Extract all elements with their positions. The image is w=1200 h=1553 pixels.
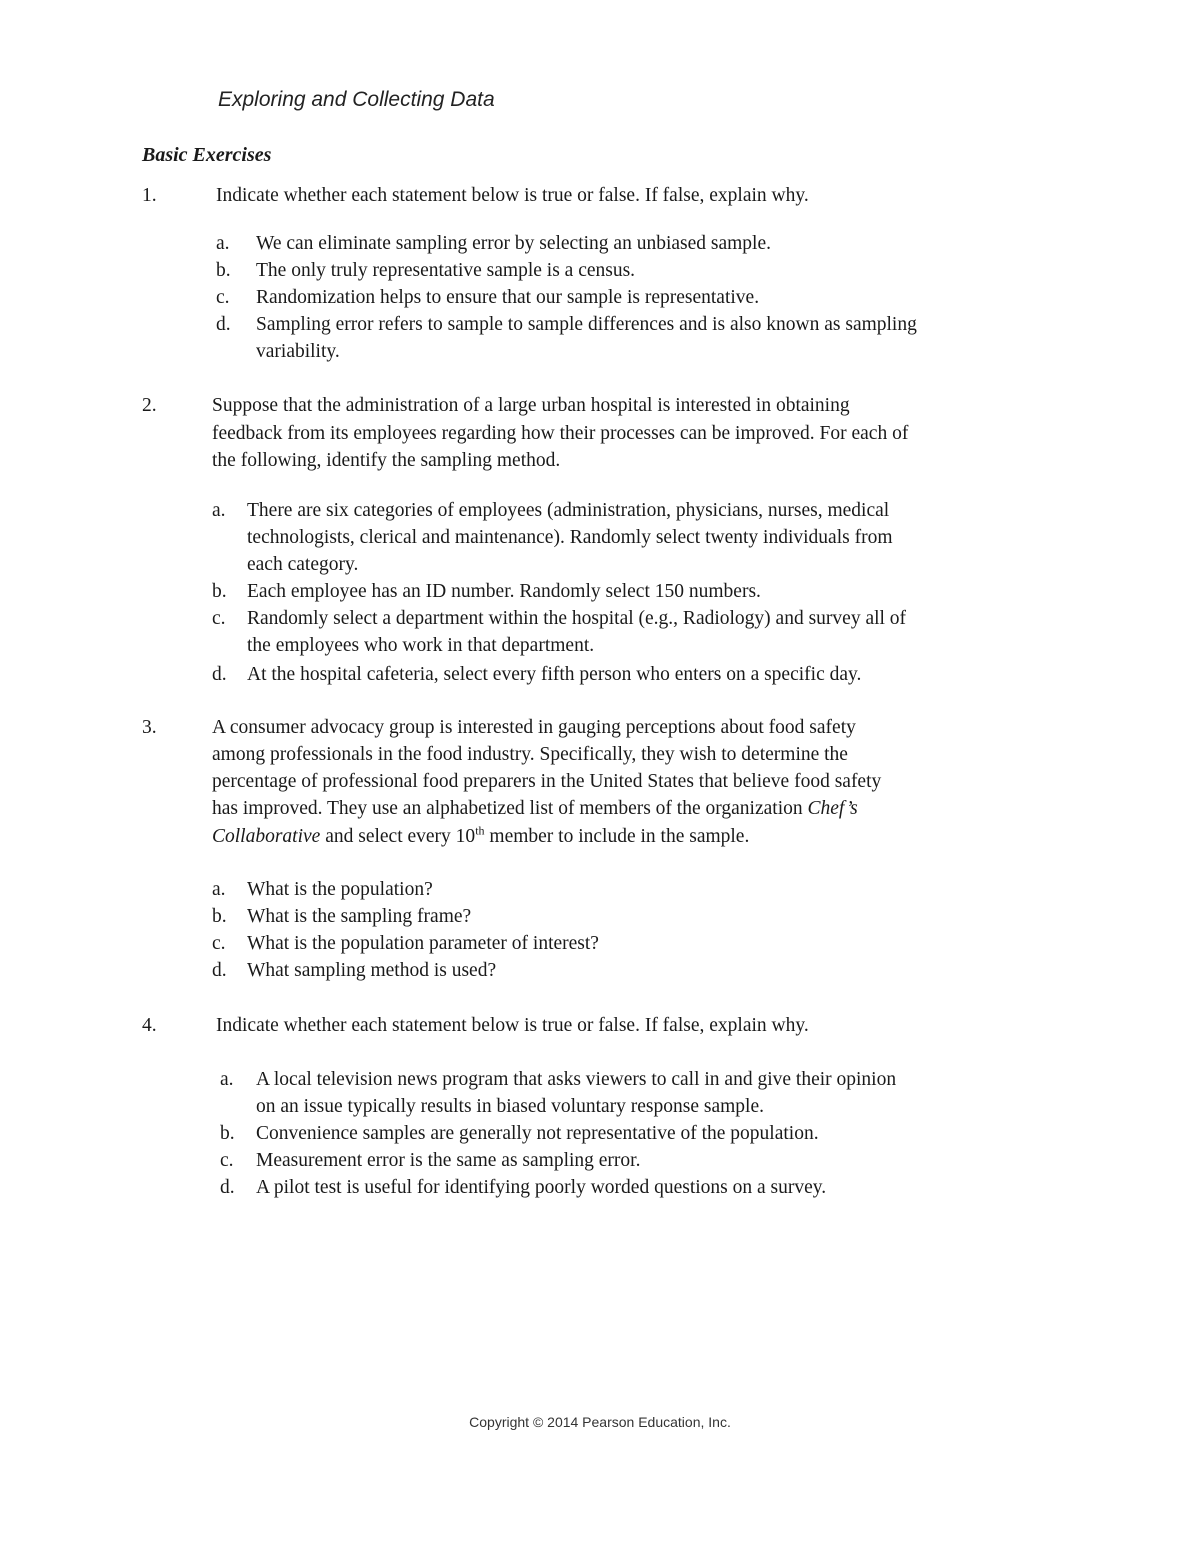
item-text: What is the population parameter of interest? [247, 933, 599, 954]
item-text: What is the sampling frame? [247, 906, 472, 927]
item-text-line-2: variability. [256, 341, 340, 362]
line-5-text-b: member to include in the sample. [484, 826, 750, 847]
item-text-line-1: A local television news program that asks viewers to call in and give their opinion [256, 1069, 897, 1090]
item-label: a. [212, 500, 226, 521]
item-label: a. [220, 1069, 234, 1090]
question-3-text-line-3: percentage of professional food preparers in the United States that believe food safety [212, 771, 882, 792]
question-4-text: Indicate whether each statement below is true or false. If false, explain why. [216, 1015, 809, 1036]
item-text: We can eliminate sampling error by selecting an unbiased sample. [256, 233, 772, 254]
item-text: The only truly representative sample is a census. [256, 260, 636, 281]
question-3-text-line-2: among professionals in the food industry. Specifically, they wish to determine the [212, 744, 848, 765]
item-label: a. [212, 879, 226, 900]
section-title: Basic Exercises [142, 144, 272, 166]
question-3-text-line-1: A consumer advocacy group is interested in gauging perceptions about food safety [212, 717, 856, 738]
item-text: Measurement error is the same as sampling error. [256, 1150, 641, 1171]
item-text-line-2: on an issue typically results in biased voluntary response sample. [256, 1096, 764, 1117]
page-header: Exploring and Collecting Data [218, 88, 495, 111]
organization-name-part-1: Chef’s [807, 798, 858, 819]
item-text: A pilot test is useful for identifying poorly worded questions on a survey. [256, 1177, 827, 1198]
item-label: b. [216, 260, 231, 281]
item-text: Each employee has an ID number. Randomly select 150 numbers. [247, 581, 761, 602]
item-text-line-3: each category. [247, 554, 359, 575]
question-2-text-line-2: feedback from its employees regarding how their processes can be improved. For each of [212, 423, 909, 444]
question-2-number: 2. [142, 395, 157, 416]
item-label: b. [212, 581, 227, 602]
item-text-line-1: Sampling error refers to sample to sample differences and is also known as sampling [256, 314, 917, 335]
question-2-text-line-3: the following, identify the sampling method. [212, 450, 561, 471]
item-label: d. [216, 314, 231, 335]
item-text-line-2: the employees who work in that department. [247, 635, 595, 656]
item-label: d. [220, 1177, 235, 1198]
copyright-footer: Copyright © 2014 Pearson Education, Inc. [469, 1414, 731, 1430]
item-label: b. [220, 1123, 235, 1144]
item-text: What is the population? [247, 879, 433, 900]
question-2-text-line-1: Suppose that the administration of a large urban hospital is interested in obtaining [212, 395, 850, 416]
item-label: d. [212, 664, 227, 685]
question-3-text-line-4 [212, 795, 858, 822]
item-label: c. [212, 933, 226, 954]
item-text: Randomization helps to ensure that our sample is representative. [256, 287, 760, 308]
item-text: Convenience samples are generally not representative of the population. [256, 1123, 819, 1144]
item-label: a. [216, 233, 230, 254]
item-text: At the hospital cafeteria, select every fifth person who enters on a specific day. [247, 664, 862, 685]
item-text-line-2: technologists, clerical and maintenance). Randomly select twenty individuals from [247, 527, 893, 548]
line-5-text-a: and select every 10 [320, 826, 476, 847]
question-1-text: Indicate whether each statement below is true or false. If false, explain why. [216, 185, 809, 206]
item-text: What sampling method is used? [247, 960, 497, 981]
item-label: c. [216, 287, 230, 308]
item-label: c. [220, 1150, 234, 1171]
question-1-number: 1. [142, 185, 157, 206]
ordinal-superscript: th [475, 823, 485, 838]
question-3-number: 3. [142, 717, 157, 738]
item-text-line-1: There are six categories of employees (administration, physicians, nurses, medical [247, 500, 890, 521]
question-4-number: 4. [142, 1015, 157, 1036]
item-label: d. [212, 960, 227, 981]
question-3-text-line-5 [212, 823, 749, 850]
item-text-line-1: Randomly select a department within the hospital (e.g., Radiology) and survey all of [247, 608, 907, 629]
organization-name-part-2: Collaborative [212, 826, 321, 847]
line-4-text: has improved. They use an alphabetized list of members of the organization [212, 798, 808, 819]
item-label: c. [212, 608, 226, 629]
item-label: b. [212, 906, 227, 927]
